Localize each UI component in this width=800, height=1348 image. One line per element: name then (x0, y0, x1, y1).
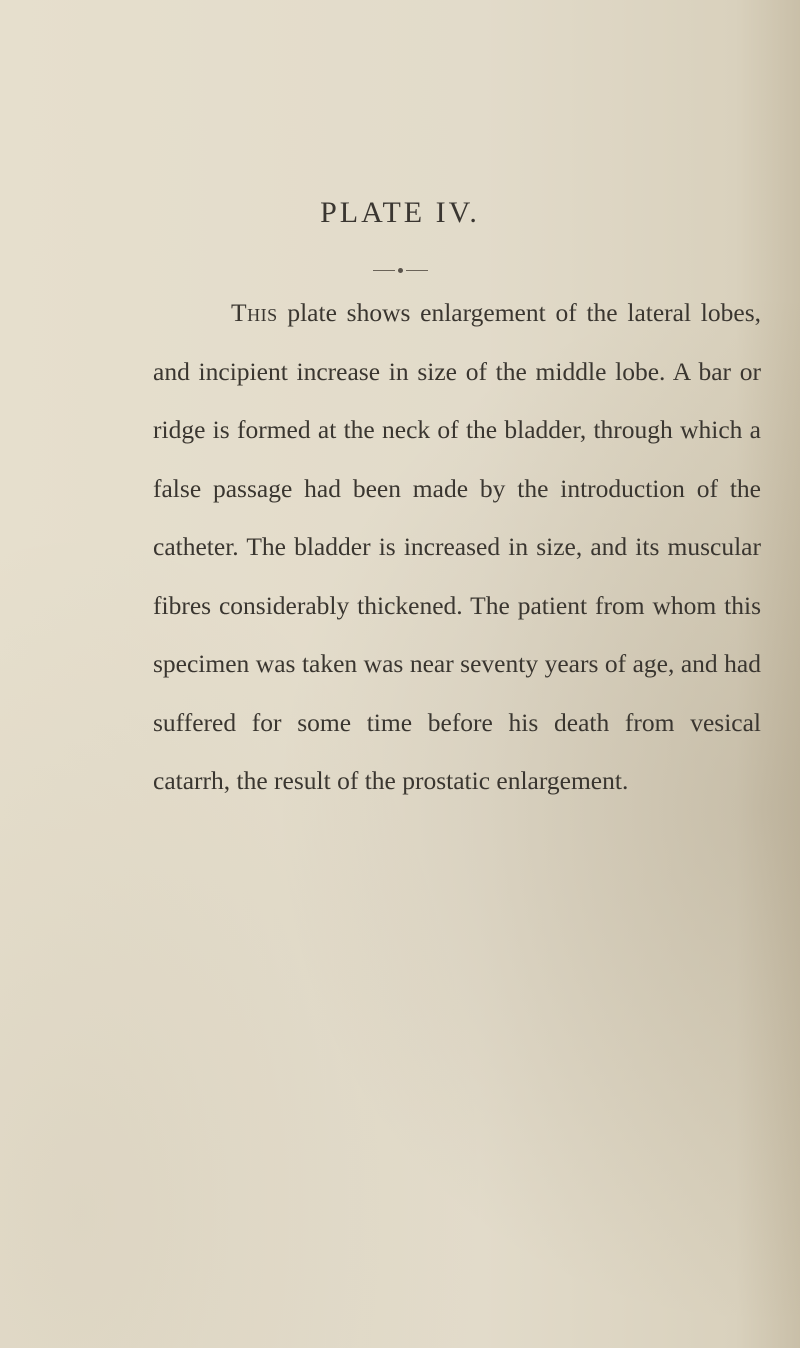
title-ornament-divider (0, 262, 800, 278)
ornament-dot-icon (398, 268, 403, 273)
lead-word: This (231, 298, 278, 327)
plate-title: PLATE IV. (320, 196, 480, 229)
ornament-rule-left (373, 270, 395, 271)
paragraph-body: plate shows enlargement of the lateral lobes, and incipient increase in size of the middle lobe. A bar or ridge is formed at the neck of the bladder, through which a false passage had been made by the introduction of the catheter. The bladder is increased in size, and its muscular fibres considerably thickened. The patient from whom this specimen was taken was near seventy years of age, and had suffered for some time before his death from vesical catarrh, the result of the prostatic enlargement. (153, 298, 762, 795)
plate-description-paragraph (153, 284, 761, 811)
ornament-rule-right (406, 270, 428, 271)
